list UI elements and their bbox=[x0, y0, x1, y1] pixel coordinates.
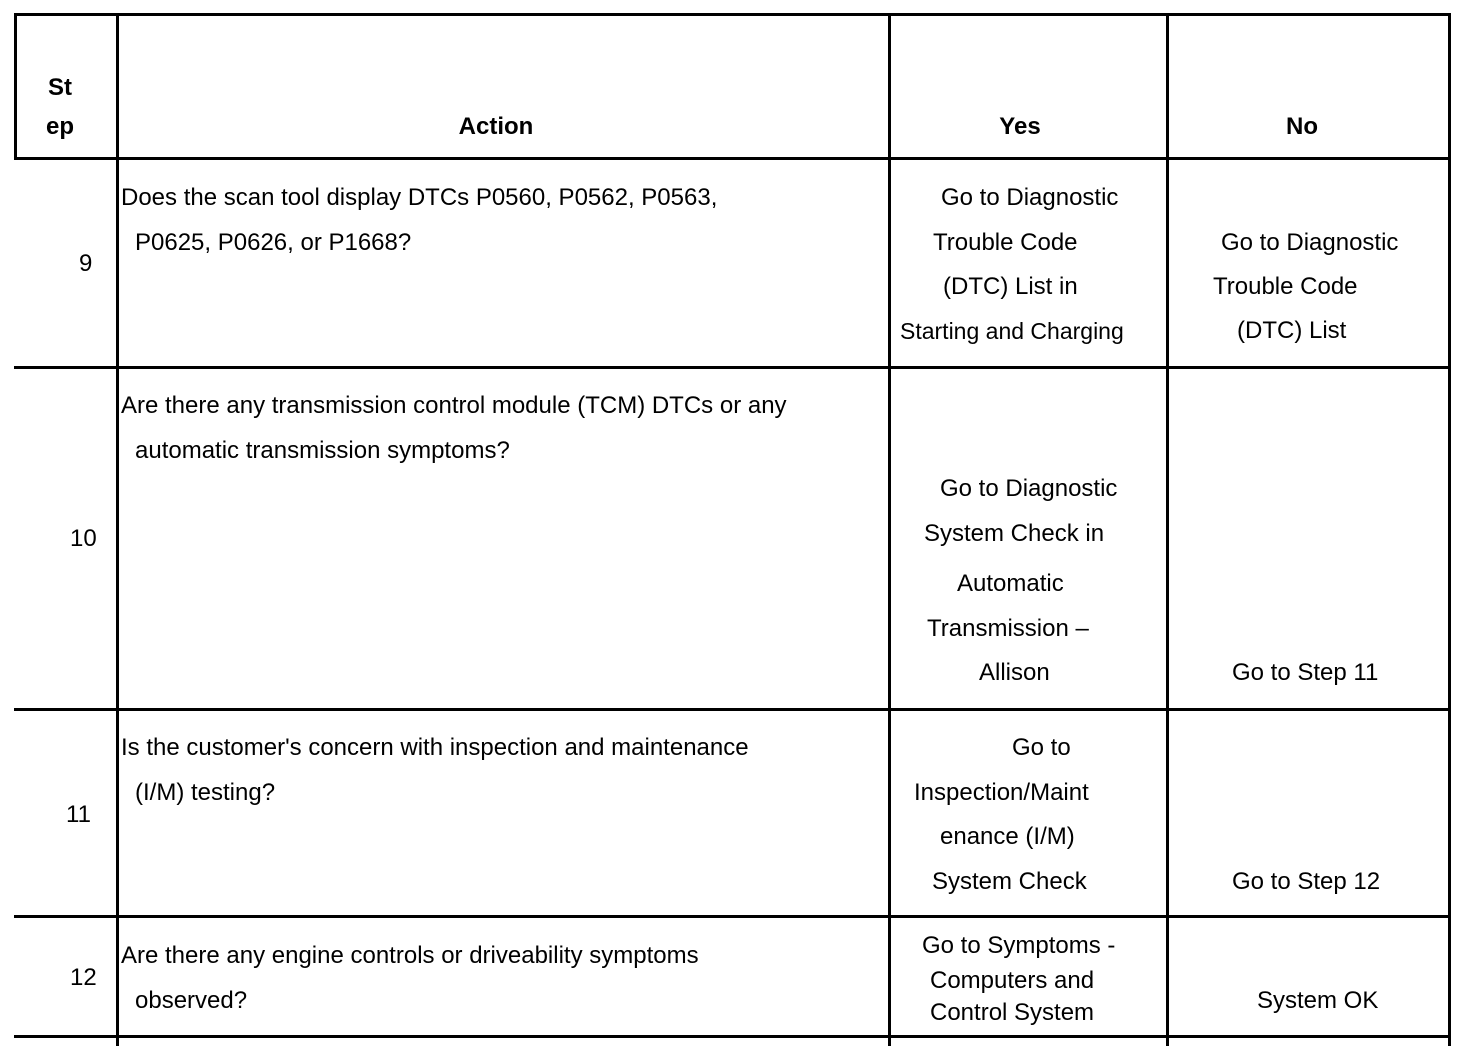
column-divider bbox=[116, 13, 119, 1046]
table-border-right bbox=[1448, 13, 1451, 1046]
header-action: Action bbox=[458, 113, 534, 140]
table-border-left bbox=[14, 13, 17, 160]
yes-text: Starting and Charging bbox=[900, 318, 1124, 344]
column-divider bbox=[1166, 13, 1169, 1046]
header-yes: Yes bbox=[999, 113, 1041, 140]
no-text: Go to Step 11 bbox=[1232, 659, 1379, 686]
action-text: Are there any engine controls or driveability symptoms bbox=[121, 942, 699, 969]
yes-text: (DTC) List in bbox=[943, 273, 1078, 300]
header-step-line1: St bbox=[48, 74, 72, 101]
step-number: 11 bbox=[66, 801, 91, 828]
action-text: Is the customer's concern with inspection and maintenance bbox=[121, 734, 749, 761]
yes-text: Allison bbox=[979, 659, 1050, 686]
table-border-bottom bbox=[14, 1035, 1451, 1038]
row-divider bbox=[14, 157, 1451, 160]
step-number: 12 bbox=[70, 964, 97, 991]
row-divider bbox=[14, 708, 1451, 711]
action-text: Are there any transmission control module (TCM) DTCs or any bbox=[121, 392, 787, 419]
action-text: (I/M) testing? bbox=[135, 779, 276, 806]
yes-text: Trouble Code bbox=[933, 229, 1078, 256]
yes-text: Go to Diagnostic bbox=[940, 475, 1118, 502]
no-text: Go to Step 12 bbox=[1232, 868, 1381, 895]
action-text: automatic transmission symptoms? bbox=[135, 437, 510, 464]
action-text: observed? bbox=[135, 987, 248, 1014]
yes-text: Control System bbox=[930, 999, 1095, 1026]
step-number: 10 bbox=[70, 525, 97, 552]
yes-text: Go to Symptoms - bbox=[922, 932, 1116, 959]
yes-text: Inspection/Maint bbox=[914, 779, 1089, 806]
no-text: Go to Diagnostic bbox=[1221, 229, 1399, 256]
yes-text: Go to Diagnostic bbox=[941, 184, 1119, 211]
row-divider bbox=[14, 366, 1451, 369]
no-text: System OK bbox=[1257, 987, 1379, 1014]
column-divider bbox=[888, 13, 891, 1046]
no-text: Trouble Code bbox=[1213, 273, 1358, 300]
action-text: Does the scan tool display DTCs P0560, P0562, P0563, bbox=[121, 184, 718, 211]
yes-text: Transmission – bbox=[927, 615, 1089, 642]
yes-text: System Check bbox=[932, 868, 1087, 895]
no-text: (DTC) List bbox=[1237, 317, 1347, 344]
header-no: No bbox=[1286, 113, 1318, 140]
action-text: P0625, P0626, or P1668? bbox=[135, 229, 412, 256]
step-number: 9 bbox=[79, 250, 93, 277]
yes-text: Go to bbox=[1012, 734, 1071, 761]
yes-text: Computers and bbox=[930, 967, 1095, 994]
yes-text: System Check in bbox=[924, 520, 1105, 547]
table-border-top bbox=[14, 13, 1451, 16]
yes-text: Automatic bbox=[957, 570, 1064, 597]
header-step-line2: ep bbox=[45, 113, 74, 140]
row-divider bbox=[14, 915, 1451, 918]
yes-text: enance (I/M) bbox=[940, 823, 1075, 850]
